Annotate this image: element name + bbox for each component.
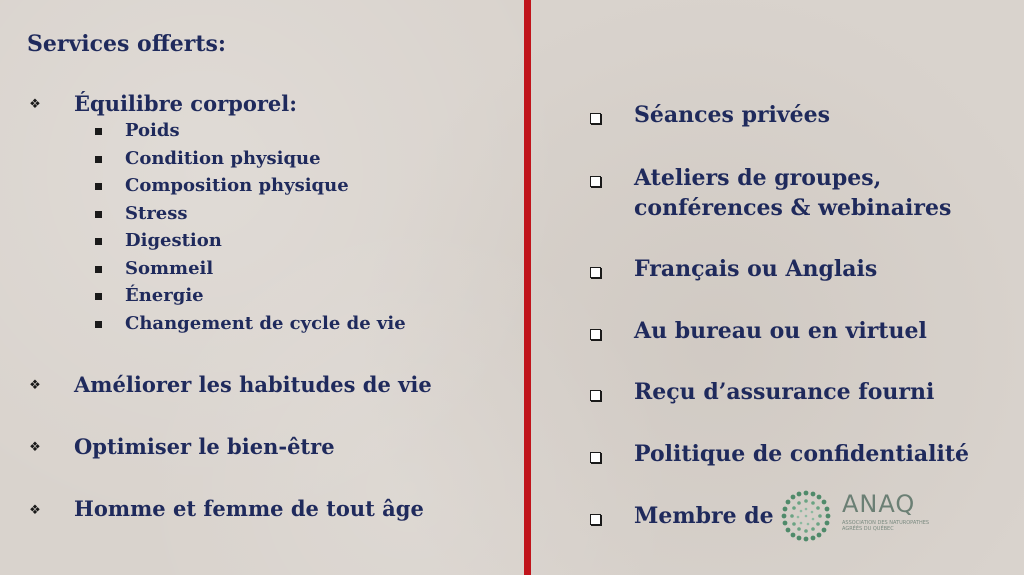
checkbox-bullet-icon xyxy=(590,390,601,401)
diamond-bullet-icon: ❖ xyxy=(29,97,41,112)
checkbox-bullet-icon xyxy=(590,176,601,187)
right-item-privacy: Politique de confidentialité xyxy=(634,441,970,467)
anaq-logo xyxy=(776,488,936,546)
square-bullet-icon xyxy=(95,238,102,245)
square-bullet-icon xyxy=(95,211,102,218)
sub-item: Sommeil xyxy=(125,258,214,279)
right-item-languages: Français ou Anglais xyxy=(634,256,878,282)
main-item-wellbeing: Optimiser le bien-être xyxy=(74,434,335,459)
square-bullet-icon xyxy=(95,183,102,190)
diamond-bullet-icon: ❖ xyxy=(29,378,41,393)
square-bullet-icon xyxy=(95,293,102,300)
vertical-divider xyxy=(524,0,531,575)
right-item-insurance: Reçu d’assurance fourni xyxy=(634,379,935,405)
square-bullet-icon xyxy=(95,321,102,328)
right-item-workshops: Ateliers de groupes, xyxy=(634,165,882,191)
main-item-habits: Améliorer les habitudes de vie xyxy=(74,372,432,397)
logo-subtitle: ASSOCIATION DES NATUROPATHES AGRÉÉS DU QUÉBEC xyxy=(842,520,930,532)
right-item-office-virtual: Au bureau ou en virtuel xyxy=(634,318,927,344)
sub-item: Digestion xyxy=(125,230,222,251)
sub-item: Poids xyxy=(125,120,180,141)
sub-item: Condition physique xyxy=(125,148,321,169)
sub-item: Composition physique xyxy=(125,175,349,196)
right-item-member: Membre de xyxy=(634,503,774,529)
square-bullet-icon xyxy=(95,128,102,135)
checkbox-bullet-icon xyxy=(590,452,601,463)
checkbox-bullet-icon xyxy=(590,113,601,124)
right-item-private-sessions: Séances privées xyxy=(634,102,831,128)
square-bullet-icon xyxy=(95,266,102,273)
main-item-balance: Équilibre corporel: xyxy=(74,91,298,116)
logo-name: ANAQ xyxy=(842,490,916,518)
square-bullet-icon xyxy=(95,156,102,163)
checkbox-bullet-icon xyxy=(590,514,601,525)
dotted-circle-icon xyxy=(776,488,836,546)
sub-item: Stress xyxy=(125,203,188,224)
checkbox-bullet-icon xyxy=(590,267,601,278)
sub-item: Énergie xyxy=(125,285,204,306)
diamond-bullet-icon: ❖ xyxy=(29,503,41,518)
page-title: Services offerts: xyxy=(27,31,227,57)
sub-item: Changement de cycle de vie xyxy=(125,313,406,334)
checkbox-bullet-icon xyxy=(590,329,601,340)
right-item-workshops-line2: conférences & webinaires xyxy=(634,195,952,221)
main-item-all-ages: Homme et femme de tout âge xyxy=(74,496,424,521)
diamond-bullet-icon: ❖ xyxy=(29,440,41,455)
